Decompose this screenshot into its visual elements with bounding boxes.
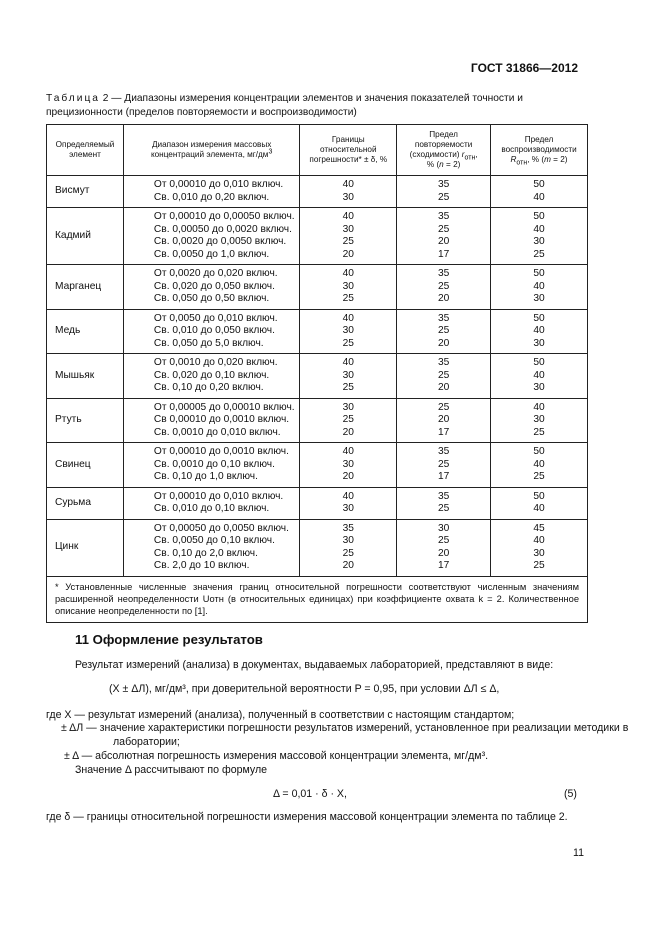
header-delta: Границы относительной погрешности* ± δ, %	[300, 125, 397, 176]
cell-line: 25	[342, 293, 354, 304]
cell-R	[491, 519, 588, 576]
paragraph-1: Результат измерений (анализа) в документах, выдаваемых лабораторией, представляют в виде:	[75, 659, 554, 671]
cell-line: 45	[533, 522, 545, 534]
cell-line: Св. 0,0020 до 0,0050 включ.	[153, 236, 287, 247]
paragraph-2: Значение Δ рассчитывают по формуле	[75, 764, 268, 776]
header-range: Диапазон измерения массовых концентраций элемента, $мг/дм^3$	[123, 125, 299, 176]
cell-line: 20	[437, 547, 450, 559]
where-delta-l: ± ΔЛ — значение характеристики погрешности результатов измерений, установленное при реализации методики в лаборатории;	[61, 722, 629, 748]
cell-line: 40	[533, 369, 545, 381]
cell-line: 25	[437, 280, 450, 292]
cell-line: Св. 0,0050 до 1,0 включ.	[153, 248, 270, 260]
cell-range	[123, 443, 299, 488]
cell-line: Св 0,00010 до 0,0010 включ.	[153, 414, 290, 425]
cell-line: 25	[437, 325, 450, 336]
cell-line: 40	[342, 268, 354, 279]
cell-line: Св. 0,0010 до 0,010 включ.	[153, 426, 281, 438]
cell-line: От 0,0010 до 0,020 включ.	[153, 357, 278, 368]
cell-delta	[300, 443, 397, 488]
cell-line: 40	[533, 223, 545, 235]
cell-line: 20	[437, 236, 450, 247]
cell-r	[397, 176, 491, 208]
cell-line: 25	[437, 458, 450, 470]
where-delta: ± Δ — абсолютная погрешность измерения массовой концентрации элемента, мг/дм³.	[64, 750, 489, 762]
cell-line: 40	[342, 490, 354, 502]
cell-line: Св. 0,020 до 0,050 включ.	[153, 280, 275, 292]
cell-line: 35	[437, 312, 450, 324]
cell-delta	[300, 354, 397, 399]
caption-label: Таблица	[46, 93, 100, 104]
cell-line: Св. 0,010 до 0,20 включ.	[153, 191, 270, 203]
page-number: 11	[573, 847, 584, 859]
table-row	[47, 265, 588, 310]
cell-line: 30	[342, 535, 354, 546]
cell-line: 30	[533, 547, 545, 559]
header-element: Определяемый элемент	[47, 125, 124, 176]
cell-line: Св. 0,050 до 5,0 включ.	[153, 337, 264, 349]
cell-line: 20	[342, 426, 354, 438]
cell-element: Цинк	[47, 519, 124, 576]
cell-element: Мышьяк	[47, 354, 124, 399]
cell-line: 35	[437, 490, 450, 502]
cell-element: Марганец	[47, 265, 124, 310]
table-note-row	[47, 576, 588, 623]
cell-element: Ртуть	[47, 398, 124, 443]
cell-line: 17	[437, 426, 450, 438]
cell-element: Свинец	[47, 443, 124, 488]
cell-R	[491, 354, 588, 399]
cell-r	[397, 265, 491, 310]
cell-R	[491, 443, 588, 488]
cell-line: 40	[342, 179, 354, 190]
cell-r	[397, 398, 491, 443]
table-row	[47, 519, 588, 576]
cell-line: 20	[342, 248, 354, 260]
cell-range	[123, 265, 299, 310]
cell-R	[491, 309, 588, 354]
cell-line: 50	[533, 211, 545, 222]
cell-line: Св. 0,0010 до 0,10 включ.	[153, 458, 275, 470]
cell-line: 30	[342, 369, 354, 381]
cell-line: 40	[342, 446, 354, 457]
cell-line: Св. 0,0050 до 0,10 включ.	[153, 535, 275, 546]
cell-line: Св. 0,010 до 0,050 включ.	[153, 325, 275, 336]
cell-line: От 0,00010 до 0,0010 включ.	[153, 446, 289, 457]
cell-line: 35	[437, 268, 450, 279]
cell-line: 50	[533, 312, 545, 324]
cell-R	[491, 265, 588, 310]
cell-range	[123, 398, 299, 443]
cell-element: Висмут	[47, 176, 124, 208]
cell-range	[123, 309, 299, 354]
cell-line: 25	[342, 236, 354, 247]
table-caption	[46, 92, 586, 119]
cell-line: От 0,0020 до 0,020 включ.	[153, 268, 278, 279]
table-row	[47, 487, 588, 519]
cell-line: 20	[437, 293, 450, 304]
cell-line: Св. 0,020 до 0,10 включ.	[153, 369, 270, 381]
cell-line: 50	[533, 357, 545, 368]
cell-line: 25	[342, 547, 354, 559]
cell-line: 25	[342, 337, 354, 349]
cell-line: Св. 0,10 до 0,20 включ.	[153, 382, 264, 393]
cell-r	[397, 487, 491, 519]
cell-line: 30	[342, 503, 354, 514]
document-header: ГОСТ 31866—2012	[470, 61, 578, 75]
cell-line: 40	[533, 401, 545, 413]
cell-line: 50	[533, 179, 545, 190]
table-header-row	[47, 125, 588, 176]
cell-delta	[300, 309, 397, 354]
cell-line: 40	[342, 357, 354, 368]
table-row	[47, 398, 588, 443]
cell-line: От 0,00010 до 0,010 включ.	[153, 179, 284, 190]
cell-R	[491, 208, 588, 265]
cell-line: 25	[533, 560, 545, 571]
table-row	[47, 309, 588, 354]
cell-line: 25	[437, 191, 450, 203]
cell-line: 25	[342, 382, 354, 393]
cell-delta	[300, 208, 397, 265]
cell-line: 17	[437, 560, 450, 571]
section-title: 11 Оформление результатов	[75, 632, 263, 647]
cell-line: 30	[533, 236, 545, 247]
table-row	[47, 443, 588, 488]
cell-range	[123, 487, 299, 519]
cell-line: 20	[342, 560, 354, 571]
cell-line: 30	[533, 382, 545, 393]
cell-line: 30	[342, 223, 354, 235]
cell-line: 25	[533, 248, 545, 260]
cell-line: От 0,00010 до 0,00050 включ.	[153, 211, 295, 222]
cell-line: Св. 0,050 до 0,50 включ.	[153, 293, 270, 304]
cell-line: От 0,00005 до 0,00010 включ.	[153, 401, 295, 413]
header-r: Предел повторяемости (сходимости) $r_{отн}$, % (n = 2)	[397, 125, 491, 176]
cell-line: 20	[437, 337, 450, 349]
header-R: Предел воспроизводимости $R_{отн}$, % (m = 2)	[491, 125, 588, 176]
table-row	[47, 208, 588, 265]
cell-line: 25	[437, 401, 450, 413]
formula-2: Δ = 0,01 · δ · X,	[273, 788, 347, 800]
formula-2-number: (5)	[564, 788, 577, 800]
cell-line: 25	[533, 471, 545, 482]
cell-line: 25	[437, 223, 450, 235]
cell-line: 40	[533, 191, 545, 203]
cell-line: 35	[437, 179, 450, 190]
cell-range	[123, 176, 299, 208]
cell-R	[491, 176, 588, 208]
cell-delta	[300, 265, 397, 310]
cell-line: Св. 0,010 до 0,10 включ.	[153, 503, 270, 514]
cell-element: Сурьма	[47, 487, 124, 519]
cell-line: Св. 0,10 до 1,0 включ.	[153, 471, 258, 482]
cell-line: 30	[342, 458, 354, 470]
cell-R	[491, 487, 588, 519]
cell-line: 25	[437, 535, 450, 546]
cell-r	[397, 354, 491, 399]
cell-line: 40	[342, 312, 354, 324]
cell-element: Медь	[47, 309, 124, 354]
cell-r	[397, 208, 491, 265]
cell-R	[491, 398, 588, 443]
cell-delta	[300, 398, 397, 443]
cell-line: 30	[342, 280, 354, 292]
cell-line: 35	[437, 357, 450, 368]
cell-line: 35	[437, 211, 450, 222]
cell-delta	[300, 176, 397, 208]
cell-line: Св. 2,0 до 10 включ.	[153, 560, 250, 571]
table-row	[47, 176, 588, 208]
caption-text: 2 — Диапазоны измерения концентрации элементов и значения показателей точности и прецизионности (пределов повторяемости и воспроизводимости)	[46, 93, 523, 118]
cell-line: 20	[437, 382, 450, 393]
cell-line: 50	[533, 490, 545, 502]
cell-line: 30	[342, 325, 354, 336]
cell-line: 40	[533, 458, 545, 470]
cell-line: 17	[437, 248, 450, 260]
cell-line: 25	[437, 503, 450, 514]
cell-line: 35	[437, 446, 450, 457]
cell-element: Кадмий	[47, 208, 124, 265]
cell-line: 20	[437, 414, 450, 425]
cell-line: От 0,00050 до 0,0050 включ.	[153, 522, 289, 534]
cell-line: Св. 0,00050 до 0,0020 включ.	[153, 223, 292, 235]
cell-range	[123, 354, 299, 399]
cell-line: 20	[342, 471, 354, 482]
cell-line: 30	[533, 293, 545, 304]
cell-line: 40	[533, 280, 545, 292]
cell-r	[397, 309, 491, 354]
cell-delta	[300, 519, 397, 576]
table-body	[47, 176, 588, 577]
cell-line: 30	[342, 401, 354, 413]
cell-line: 40	[533, 325, 545, 336]
cell-r	[397, 443, 491, 488]
cell-line: 30	[533, 337, 545, 349]
cell-line: 40	[342, 211, 354, 222]
formula-1: (X ± ΔЛ), мг/дм³, при доверительной вероятности P = 0,95, при условии ΔЛ ≤ Δ,	[109, 683, 500, 695]
cell-line: От 0,00010 до 0,010 включ.	[153, 490, 284, 502]
cell-line: 50	[533, 268, 545, 279]
cell-line: 35	[342, 522, 354, 534]
cell-delta	[300, 487, 397, 519]
cell-line: 25	[533, 426, 545, 438]
cell-range	[123, 519, 299, 576]
cell-line: 25	[342, 414, 354, 425]
cell-line: От 0,0050 до 0,010 включ.	[153, 312, 278, 324]
where-sigma: где δ — границы относительной погрешности измерения массовой концентрации элемента по таблице 2.	[46, 811, 568, 823]
cell-line: 40	[533, 535, 545, 546]
cell-line: 50	[533, 446, 545, 457]
cell-line: 25	[437, 369, 450, 381]
cell-r	[397, 519, 491, 576]
cell-line: 40	[533, 503, 545, 514]
table-note: * Установленные численные значения границ относительной погрешности соответствуют численным значениям расширенной неопределенности Uотн (в относительных единицах) при коэффициенте охвата k = 2. Количественное описание неопределенности по [1].	[47, 576, 588, 623]
precision-table	[46, 124, 588, 623]
table-row	[47, 354, 588, 399]
cell-line: 30	[533, 414, 545, 425]
cell-line: 17	[437, 471, 450, 482]
where-x: где X — результат измерений (анализа), полученный в соответствии с настоящим стандартом;	[46, 709, 515, 721]
cell-line: 30	[437, 522, 450, 534]
cell-range	[123, 208, 299, 265]
cell-line: Св. 0,10 до 2,0 включ.	[153, 547, 258, 559]
cell-line: 30	[342, 191, 354, 203]
